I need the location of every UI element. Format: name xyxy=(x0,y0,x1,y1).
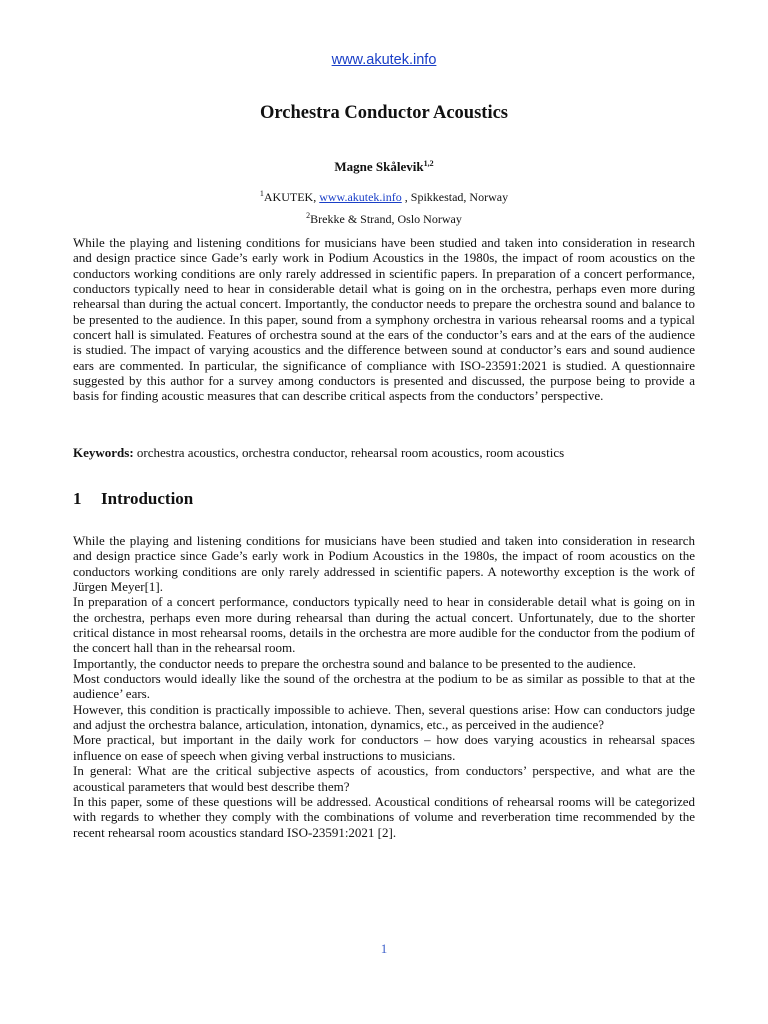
header-website-link[interactable]: www.akutek.info xyxy=(331,52,437,68)
intro-paragraph: In this paper, some of these questions will be addressed. Acoustical conditions of rehearsal rooms will be categorized with regards to whether they comply with the combinations of volume and reverberation time recommended by the recent rehearsal room acoustics standard ISO-23591:2021 [2]. xyxy=(73,793,695,840)
section-title: Introduction xyxy=(101,489,194,508)
affiliation-1 xyxy=(0,190,768,205)
keywords-text: orchestra acoustics, orchestra conductor, rehearsal room acoustics, room acoustics xyxy=(133,445,565,460)
intro-paragraph: While the playing and listening conditions for musicians have been studied and taken into consideration in research and design practice since Gade’s early work in Podium Acoustics in the 1980s, the impact of room acoustics on the conductors working conditions are only rarely addressed in scientific papers. A noteworthy exception is the work of Jürgen Meyer[1]. xyxy=(73,533,695,595)
intro-paragraph: Importantly, the conductor needs to prepare the orchestra sound and balance to be presented to the audience. xyxy=(73,655,636,671)
affiliation-2-text: Brekke & Strand, Oslo Norway xyxy=(310,212,462,226)
page-number: 1 xyxy=(380,941,388,956)
affiliation-1-link[interactable]: www.akutek.info xyxy=(319,190,402,204)
keywords xyxy=(73,445,695,461)
affiliation-1-marker: 1 xyxy=(259,189,264,198)
introduction-body xyxy=(73,533,695,840)
affiliation-1-prefix: AKUTEK, xyxy=(263,190,320,204)
section-number: 1 xyxy=(73,489,82,508)
abstract: While the playing and listening conditions for musicians have been studied and taken into consideration in research and design practice since Gade’s early work in Podium Acoustics in the 1980s, the impact of room acoustics on the conductors working conditions are only rarely addressed in scientific papers. In preparation of a concert performance, conductors typically need to hear in considerable detail what is going on in the orchestra, perhaps even more during rehearsal than during the actual concert. Importantly, the conductor needs to prepare the orchestra sound and balance to be presented to the audience. In this paper, sound from a symphony orchestra in various rehearsal rooms and a typical concert hall is simulated. Features of orchestra sound at the ears of the conductor’s ears and at the ears of the audience is studied. The impact of varying acoustics and the difference between sound at conductor’s ears and sound audience ears are commented. In particular, the significance of compliance with ISO-23591:2021 is studied. A questionnaire suggested by this author for a survey among conductors is presented and discussed, the purpose being to provide a basis for finding acoustic measures that can describe critical aspects from the conductors’ perspective. xyxy=(73,235,695,404)
intro-paragraph: More practical, but important in the daily work for conductors – how does varying acoustics in rehearsal spaces influence on ease of speech when giving verbal instructions to musicians. xyxy=(73,732,695,763)
affiliation-1-suffix: , Spikkestad, Norway xyxy=(401,190,509,204)
intro-paragraph: Most conductors would ideally like the sound of the orchestra at the podium to be as similar as possible to that at the audience’ ears. xyxy=(73,671,695,702)
keywords-label: Keywords: xyxy=(73,445,134,460)
affiliation-2-marker: 2 xyxy=(306,211,311,220)
author-affiliation-markers: 1,2 xyxy=(423,159,434,168)
intro-paragraph: In general: What are the critical subjective aspects of acoustics, from conductors’ perspective, and what are the acoustical parameters that would best describe them? xyxy=(73,763,695,794)
section-heading-introduction xyxy=(73,489,193,509)
paper-title: Orchestra Conductor Acoustics xyxy=(259,103,509,123)
author-line xyxy=(0,159,768,175)
affiliation-2 xyxy=(0,212,768,227)
intro-paragraph: However, this condition is practically impossible to achieve. Then, several questions arise: How can conductors judge and adjust the orchestra balance, articulation, intonation, dynamics, etc., as perceived in the audience? xyxy=(73,701,695,733)
author-name: Magne Skålevik xyxy=(334,159,424,174)
intro-paragraph: In preparation of a concert performance, conductors typically need to hear in considerable detail what is going on in the orchestra, perhaps even more during rehearsal than during the actual concert. Unfortunately, due to the shorter critical distance in most rehearsal rooms, details in the orchestra are more audible for the conductor from the podium of the concert hall than in the rehearsal room. xyxy=(73,594,695,656)
